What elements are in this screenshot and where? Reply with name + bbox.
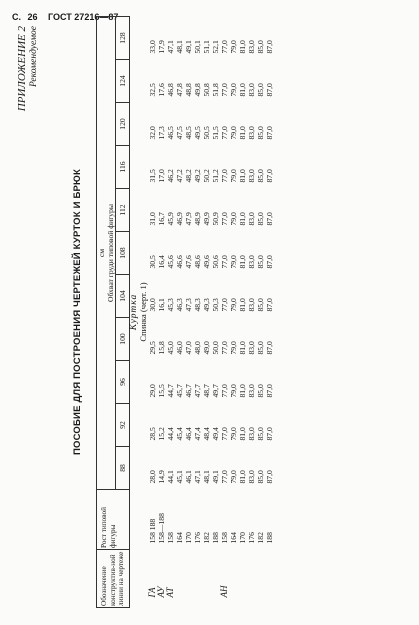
- header-size: 88: [116, 447, 130, 490]
- table-cell: 45,0 46,0 47,0 48,0 49,0 50,0: [166, 341, 220, 355]
- table-cell: 44,7 45,7 46,7 47,7 48,7 49,7: [166, 384, 220, 398]
- table-cell: 45,6 46,6 47,6 48,6 49,6 50,6: [166, 255, 220, 269]
- table-cell: 46,2 47,2 48,2 49,2 50,2 51,2: [166, 169, 220, 183]
- row-code: ГА: [147, 587, 157, 598]
- table-cell: 47,1 48,1 49,1 50,1 51,1 52,1: [166, 40, 220, 54]
- table-cell: 45,3 46,3 47,3 48,3 49,3 50,3: [166, 298, 220, 312]
- table-row: [157, 17, 166, 608]
- table-cell: 77,0 79,0 81,0 83,0 85,0 87,0: [220, 298, 274, 312]
- page-number: 26: [27, 12, 38, 22]
- table-cell: 30,5: [148, 255, 157, 269]
- header-size: 100: [116, 318, 130, 361]
- table-cell: 30,0: [148, 298, 157, 312]
- table-cell: 31,5: [148, 169, 157, 183]
- header-height: Рост типовой фигуры: [97, 490, 130, 550]
- table-cell: 29,5: [148, 341, 157, 355]
- header-size: 96: [116, 361, 130, 404]
- header-size: 104: [116, 275, 130, 318]
- row-code: АУ: [156, 586, 166, 598]
- row-code: АН: [219, 585, 229, 598]
- header-girth: Обхват груди типовой фигуры: [106, 17, 116, 490]
- table-cell: 29,0: [148, 384, 157, 398]
- row-height: 158 188: [148, 518, 157, 544]
- header-size: 120: [116, 103, 130, 146]
- header-size: 92: [116, 404, 130, 447]
- table-cell: 46,5 47,5 48,5 49,5 50,5 51,5: [166, 126, 220, 140]
- appendix-label: [16, 26, 40, 612]
- table-cell: 17,3: [157, 126, 166, 140]
- document-title: ПОСОБИЕ ДЛЯ ПОСТРОЕНИЯ ЧЕРТЕЖЕЙ КУРТОК И БРЮК: [72, 168, 83, 456]
- table-cell: 33,0: [148, 40, 157, 54]
- measurements-table: [96, 16, 274, 608]
- table-cell: 77,0 79,0 81,0 83,0 85,0 87,0: [220, 470, 274, 484]
- table-cell: 44,1 45,1 46,1 47,1 48,1 49,1: [166, 470, 220, 484]
- page-letter: С.: [12, 12, 21, 22]
- appendix-title: ПРИЛОЖЕНИЕ 2: [16, 26, 28, 112]
- table-cell: 17,6: [157, 83, 166, 97]
- header-size: 112: [116, 189, 130, 232]
- table-cell: 77,0 79,0 81,0 83,0 85,0 87,0: [220, 384, 274, 398]
- table-row: [220, 17, 274, 608]
- header-size: 116: [116, 146, 130, 189]
- table-cell: 14,9: [157, 470, 166, 484]
- table-cell: 46,8 47,8 48,8 49,8 50,8 51,8: [166, 83, 220, 97]
- table-body: [130, 17, 275, 608]
- appendix-subtitle: Рекомендуемое: [29, 26, 39, 88]
- table-cell: 32,5: [148, 83, 157, 97]
- subsection-title: Спинка (черт. 1): [138, 282, 148, 342]
- table-row: [148, 17, 157, 608]
- row-height: 158 164 170 176 182 188: [220, 532, 274, 544]
- table-cell: 16,4: [157, 255, 166, 269]
- standard-code: ГОСТ 27216—87: [48, 12, 119, 22]
- header-size: 108: [116, 232, 130, 275]
- table-cell: 15,5: [157, 384, 166, 398]
- table-cell: 77,0 79,0 81,0 83,0 85,0 87,0: [220, 83, 274, 97]
- table-cell: 77,0 79,0 81,0 83,0 85,0 87,0: [220, 212, 274, 226]
- table-cell: 16,1: [157, 298, 166, 312]
- table-cell: 77,0 79,0 81,0 83,0 85,0 87,0: [220, 427, 274, 441]
- table-cell: 32,0: [148, 126, 157, 140]
- header-size: 128: [116, 17, 130, 60]
- table-cell: 17,0: [157, 169, 166, 183]
- table-cell: 28,0: [148, 470, 157, 484]
- table-cell: 77,0 79,0 81,0 83,0 85,0 87,0: [220, 341, 274, 355]
- rotated-page-content: [12, 12, 407, 612]
- table-row: [166, 17, 220, 608]
- table-cell: 77,0 79,0 81,0 83,0 85,0 87,0: [220, 255, 274, 269]
- table-cell: 17,9: [157, 40, 166, 54]
- table-cell: 15,2: [157, 427, 166, 441]
- section-title: Куртка: [129, 293, 139, 331]
- table-cell: 16,7: [157, 212, 166, 226]
- row-code: АТ: [165, 587, 175, 598]
- row-height: 158 164 170 176 182 188: [166, 532, 220, 544]
- table-cell: 28,5: [148, 427, 157, 441]
- table-cell: 31,0: [148, 212, 157, 226]
- table-cell: 77,0 79,0 81,0 83,0 85,0 87,0: [220, 40, 274, 54]
- table-cell: 15,8: [157, 341, 166, 355]
- table-cell: 44,4 45,4 46,4 47,4 48,4 49,4: [166, 427, 220, 441]
- row-height: 158—188: [157, 513, 166, 544]
- table-cell: 45,9 46,9 47,9 48,9 49,9 50,9: [166, 212, 220, 226]
- header-designation: Обозначение конструктив-ной линии на чертеже: [97, 550, 130, 608]
- header-size: 124: [116, 60, 130, 103]
- table-cell: 77,0 79,0 81,0 83,0 85,0 87,0: [220, 169, 274, 183]
- table-cell: 77,0 79,0 81,0 83,0 85,0 87,0: [220, 126, 274, 140]
- header-unit: см: [97, 17, 107, 490]
